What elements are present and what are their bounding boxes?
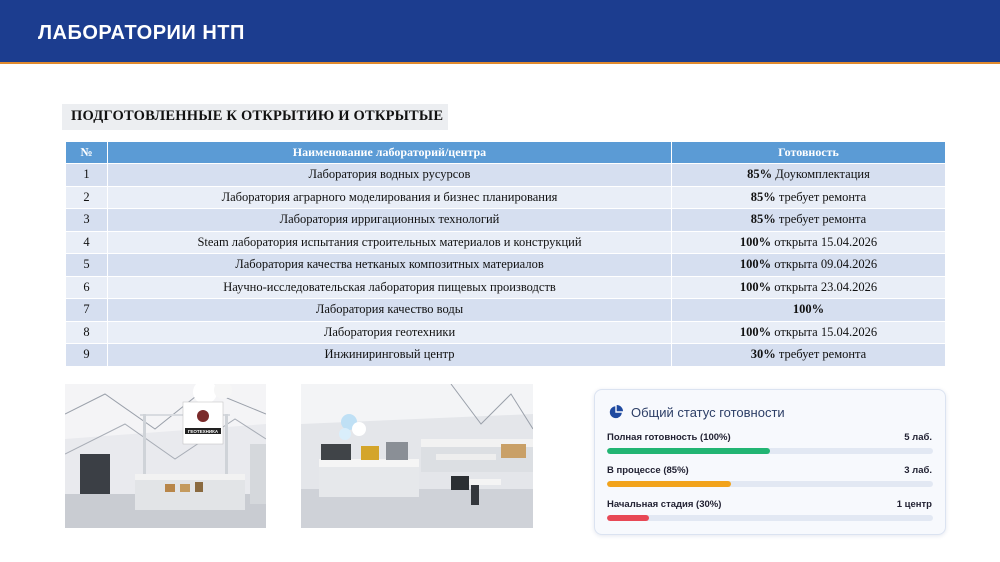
readiness-percent: 85%: [750, 189, 776, 204]
lab-photo-interior: [301, 384, 533, 528]
row-lab-name: Лаборатория ирригационных технологий: [108, 209, 672, 232]
table-row: [66, 276, 946, 299]
row-lab-name: Steam лаборатория испытания строительных материалов и конструкций: [108, 231, 672, 254]
row-number: 9: [66, 344, 108, 367]
readiness-percent: 85%: [747, 167, 773, 182]
readiness-percent: 100%: [739, 234, 772, 249]
section-subtitle: ПОДГОТОВЛЕННЫЕ К ОТКРЫТИЮ И ОТКРЫТЫЕ: [71, 108, 444, 124]
stat-initial-label: Начальная стадия (30%): [607, 499, 722, 510]
readiness-percent: 85%: [750, 212, 776, 227]
row-lab-name: Лаборатория аграрного моделирования и бизнес планирования: [108, 186, 672, 209]
stat-full-bar-track: [607, 448, 933, 454]
row-readiness: [672, 276, 946, 299]
stat-full-label: Полная готовность (100%): [607, 432, 731, 443]
stat-full-count: 5 лаб.: [904, 432, 932, 443]
row-readiness: [672, 254, 946, 277]
lab-photo-geotechnics-illustration: [65, 384, 266, 528]
stat-initial-count: 1 центр: [896, 499, 932, 510]
readiness-status: требует ремонта: [778, 189, 867, 204]
stat-progress-label: В процессе (85%): [607, 465, 689, 476]
readiness-status-card: [594, 389, 946, 535]
row-readiness: [672, 186, 946, 209]
row-readiness: [672, 231, 946, 254]
row-number: 8: [66, 321, 108, 344]
row-number: 4: [66, 231, 108, 254]
status-card-title: Общий статус готовности: [631, 405, 785, 420]
row-number: 3: [66, 209, 108, 232]
row-readiness: [672, 299, 946, 322]
pie-chart-icon: [609, 405, 623, 419]
row-lab-name: Научно-исследовательская лаборатория пищевых производств: [108, 276, 672, 299]
table-row: [66, 164, 946, 187]
row-number: 2: [66, 186, 108, 209]
readiness-status: открыта 15.04.2026: [774, 324, 878, 339]
table-row: [66, 299, 946, 322]
readiness-percent: 100%: [739, 279, 772, 294]
row-readiness: [672, 164, 946, 187]
row-readiness: [672, 321, 946, 344]
readiness-status: требует ремонта: [778, 347, 867, 362]
table-row: [66, 186, 946, 209]
stat-initial-bar-track: [607, 515, 933, 521]
col-name-header: Наименование лабораторий/центра: [108, 142, 672, 164]
readiness-status: открыта 23.04.2026: [774, 279, 878, 294]
page-header: [0, 0, 1000, 64]
readiness-percent: 100%: [739, 257, 772, 272]
row-number: 5: [66, 254, 108, 277]
readiness-percent: 30%: [750, 347, 776, 362]
page-title: ЛАБОРАТОРИИ НТП: [38, 22, 245, 44]
readiness-status: открыта 09.04.2026: [774, 257, 878, 272]
row-lab-name: Инжиниринговый центр: [108, 344, 672, 367]
row-readiness: [672, 209, 946, 232]
readiness-status: требует ремонта: [778, 212, 867, 227]
table-row: [66, 209, 946, 232]
readiness-percent: 100%: [792, 302, 825, 317]
col-number-header: №: [66, 142, 108, 164]
lab-photo-interior-illustration: [301, 384, 533, 528]
stat-progress-bar-track: [607, 481, 933, 487]
row-readiness: [672, 344, 946, 367]
row-number: 7: [66, 299, 108, 322]
stat-progress-bar-fill: [607, 481, 731, 487]
row-number: 1: [66, 164, 108, 187]
section-subtitle-box: [62, 104, 448, 130]
row-lab-name: Лаборатория качества нетканых композитных материалов: [108, 254, 672, 277]
row-lab-name: Лаборатория качество воды: [108, 299, 672, 322]
row-lab-name: Лаборатория водных русурсов: [108, 164, 672, 187]
table-row: [66, 321, 946, 344]
lab-photo-geotechnics: [65, 384, 266, 528]
labs-table: [65, 141, 946, 367]
stat-initial-bar-fill: [607, 515, 649, 521]
table-header-row: [66, 142, 946, 164]
stat-progress-count: 3 лаб.: [904, 465, 932, 476]
row-lab-name: Лаборатория геотехники: [108, 321, 672, 344]
table-row: [66, 344, 946, 367]
readiness-status: Доукомплектация: [775, 167, 870, 182]
row-number: 6: [66, 276, 108, 299]
table-row: [66, 231, 946, 254]
readiness-status: открыта 15.04.2026: [774, 234, 878, 249]
col-readiness-header: Готовность: [672, 142, 946, 164]
geotechnics-sign-text: ГЕОТЕХНИКА: [187, 429, 219, 434]
stat-full-bar-fill: [607, 448, 770, 454]
table-row: [66, 254, 946, 277]
readiness-percent: 100%: [739, 324, 772, 339]
